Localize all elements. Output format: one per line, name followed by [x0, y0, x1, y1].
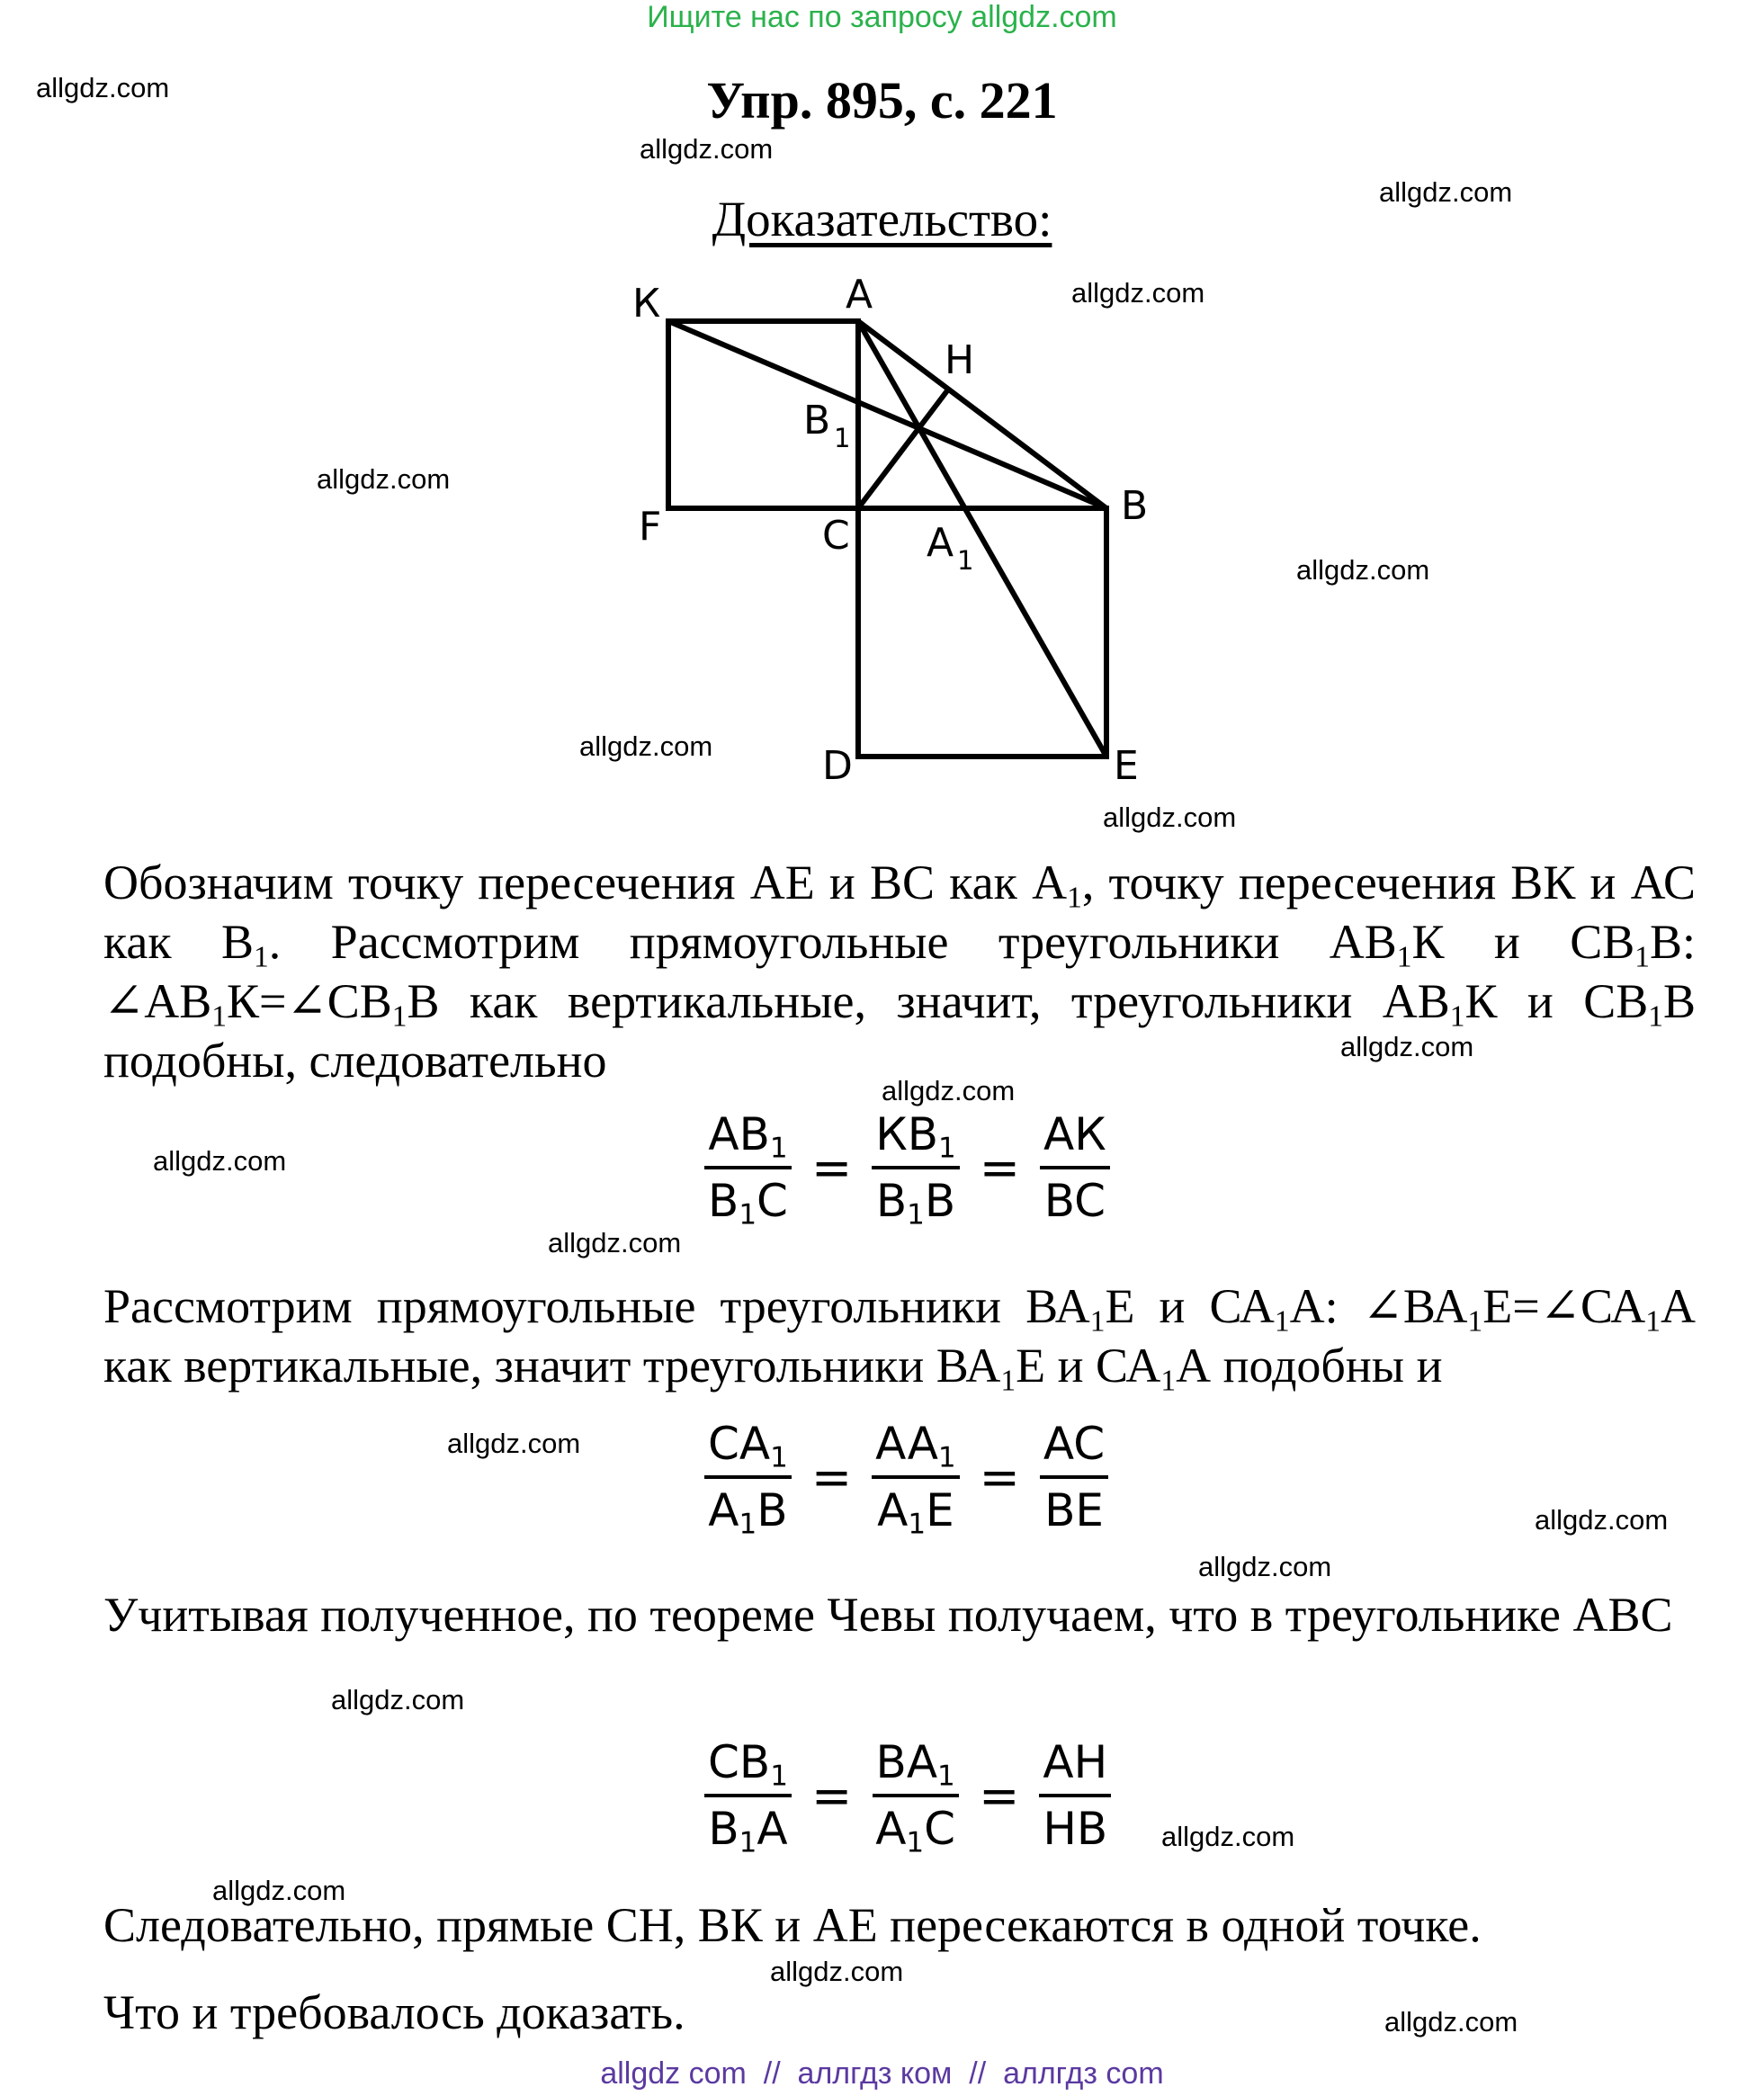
fraction: $\frac{AH}{HB}$ [1039, 1736, 1111, 1855]
watermark: allgdz.com [1198, 1551, 1332, 1582]
fraction: $\frac{AB_1}{B_1C}$ [704, 1108, 792, 1227]
segment-ae [858, 321, 1106, 757]
point-label-f: F [639, 504, 662, 550]
page-title: Упр. 895, с. 221 [706, 71, 1058, 130]
equation-2: $\frac{CA_1}{A_1B}$ = $\frac{AA_1}{A_1E}$ = $\frac{AC}{BE}$ [704, 1418, 1108, 1536]
watermark: allgdz.com [36, 72, 170, 103]
watermark: allgdz.com [331, 1684, 465, 1715]
watermark: allgdz.com [1535, 1504, 1669, 1536]
proof-heading: Доказательство: [712, 192, 1052, 246]
point-label-k: К [632, 281, 661, 327]
watermark: allgdz.com [770, 1956, 904, 1987]
paragraph-4: Следовательно, прямые СН, ВК и АЕ пересекаются в одной точке. [103, 1898, 1482, 1952]
watermark: allgdz.com [447, 1428, 581, 1459]
watermark: allgdz.com [1161, 1821, 1295, 1852]
fraction: $\frac{BA_1}{A_1C}$ [872, 1736, 959, 1855]
fraction: $\frac{CB_1}{B_1A}$ [704, 1736, 792, 1855]
point-label-b1: B [803, 398, 831, 443]
watermark: allgdz.com [548, 1227, 682, 1258]
watermark: allgdz.com [882, 1075, 1016, 1106]
point-label-b: B [1121, 483, 1149, 529]
equation-3: $\frac{CB_1}{B_1A}$ = $\frac{BA_1}{A_1C}$ = $\frac{AH}{HB}$ [704, 1736, 1111, 1855]
watermark: allgdz.com [153, 1145, 287, 1177]
point-label-a1-sub: 1 [957, 545, 974, 576]
watermark: allgdz.com [212, 1875, 346, 1906]
paragraph-5: Что и требовалось доказать. [103, 1985, 685, 2039]
watermark: allgdz.com [1340, 1031, 1474, 1062]
watermark: allgdz.com [1384, 2006, 1518, 2038]
segment-ab [858, 321, 1106, 508]
fraction: $\frac{AК}{BC}$ [1040, 1108, 1110, 1227]
fraction: $\frac{AC}{BE}$ [1040, 1418, 1108, 1536]
fraction: $\frac{AA_1}{A_1E}$ [872, 1418, 960, 1536]
square-cbed [858, 508, 1106, 757]
watermark: allgdz.com [640, 133, 774, 165]
point-label-a: А [846, 272, 873, 318]
watermark: allgdz.com [1103, 802, 1237, 833]
point-label-e: E [1114, 743, 1139, 789]
point-label-d: D [822, 743, 853, 789]
point-label-a1: A [927, 520, 954, 566]
paragraph-2: Рассмотрим прямоугольные треугольники $ВА_1Е$ и $СА_1А$: $\angle ВА_1Е=\angle СА_1А$ как вертикальные, значит треугольники $ВА_1Е$ и $СА_1А$ подобны и [103, 1279, 1697, 1398]
watermark: allgdz.com [1296, 554, 1430, 586]
watermark: allgdz.com [1379, 176, 1513, 208]
point-label-b1-sub: 1 [834, 423, 851, 453]
paragraph-1: Обозначим точку пересечения АЕ и ВС как $А_1$, точку пересечения ВК и АС как $В_1$. Рассмотрим прямоугольные треугольники $АВ_1К$ и $СВ_1В$: $\angle АВ_1К=\angle СВ_1В$ как вертикальные, значит, треугольники $АВ_1К$ и $СВ_1В$ подобны, следовательно [103, 855, 1697, 1088]
point-label-c: C [822, 513, 850, 559]
footer-links[interactable]: allgdz com // аллгдз ком // аллгдз com [600, 2056, 1164, 2091]
watermark: allgdz.com [317, 463, 451, 495]
fraction: $\frac{CA_1}{A_1B}$ [704, 1418, 792, 1536]
equation-1: $\frac{AB_1}{B_1C}$ = $\frac{КB_1}{B_1B}$ = $\frac{AК}{BC}$ [704, 1108, 1110, 1227]
watermark: allgdz.com [579, 730, 713, 762]
watermark: allgdz.com [1071, 277, 1205, 309]
geometry-figure [0, 0, 1764, 828]
top-banner[interactable]: Ищите нас по запросу allgdz.com [647, 0, 1117, 34]
fraction: $\frac{КB_1}{B_1B}$ [872, 1108, 960, 1227]
point-label-h: Н [945, 337, 975, 383]
segment-kb [668, 321, 1106, 508]
paragraph-3: Учитывая полученное, по теореме Чевы получаем, что в треугольнике АВС [103, 1588, 1673, 1642]
